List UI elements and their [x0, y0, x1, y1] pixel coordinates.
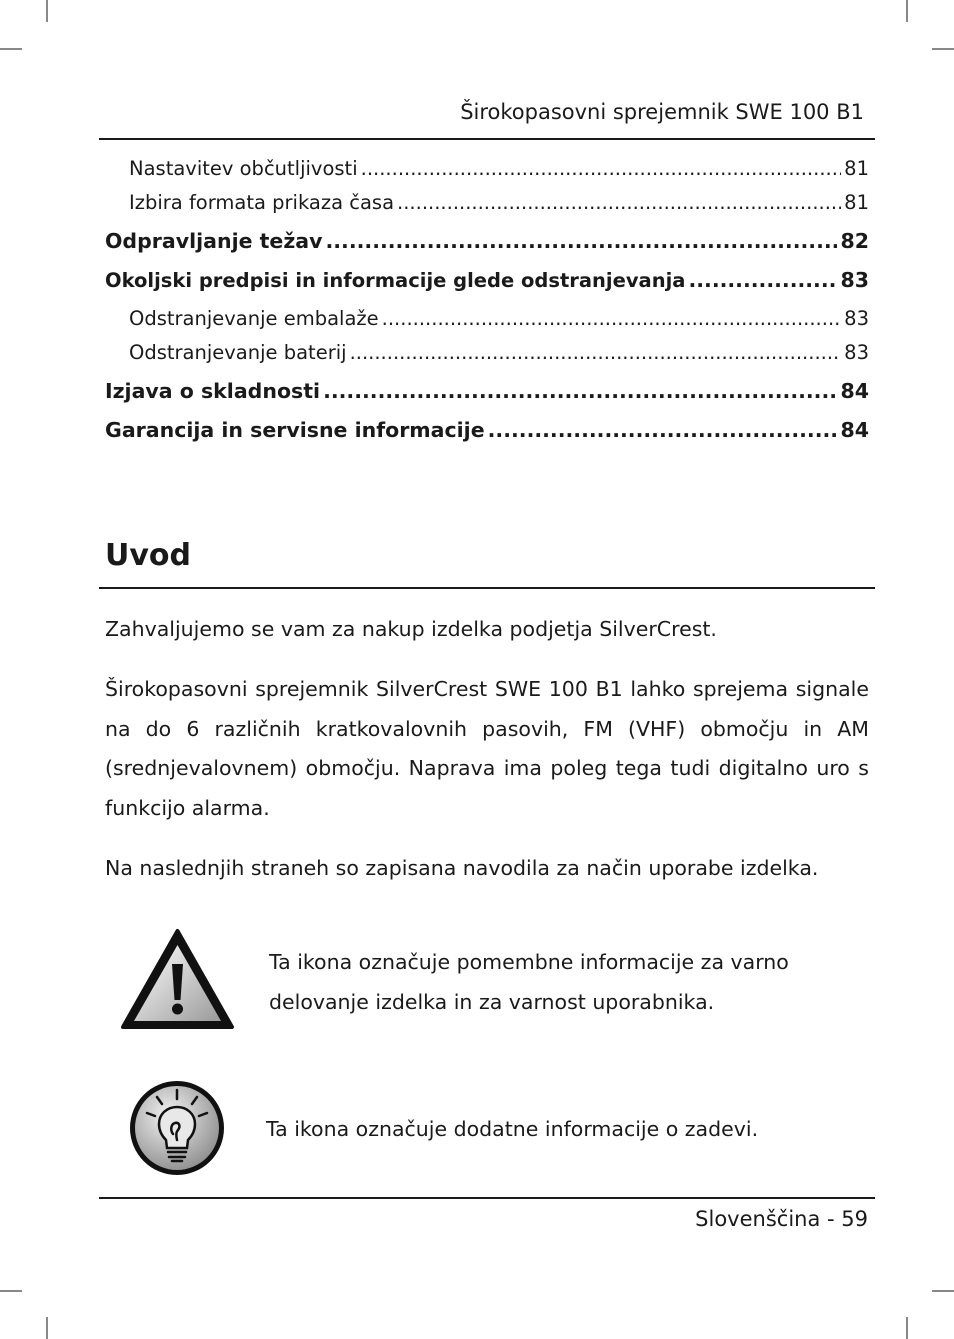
warning-notice-text: Ta ikona označuje pomembne informacije za varno delovanje izdelka in za varnost uporabnika. — [269, 950, 789, 1014]
toc-entry-title: Okoljski predpisi in informacije glede odstranjevanja — [105, 269, 686, 292]
toc-entry[interactable] — [105, 229, 869, 253]
toc-entry-page: 84 — [840, 418, 869, 442]
warning-triangle-icon — [120, 928, 235, 1030]
running-header-title: Širokopasovni sprejemnik SWE 100 B1 — [460, 100, 864, 124]
lightbulb-icon — [126, 1078, 228, 1178]
toc-entry[interactable] — [105, 268, 869, 292]
toc-entry-title: Odstranjevanje baterij — [129, 341, 347, 364]
toc-entry-title: Odpravljanje težav — [105, 229, 323, 253]
toc-leader-dots — [688, 268, 837, 292]
toc-entry[interactable] — [105, 341, 869, 364]
page-footer: Slovenščina - 59 — [695, 1207, 868, 1231]
toc-entry-title: Izbira formata prikaza časa — [129, 191, 395, 214]
toc-leader-dots — [350, 341, 842, 364]
toc-leader-dots — [488, 418, 838, 442]
toc-entry[interactable] — [105, 191, 869, 214]
crop-mark — [46, 0, 48, 22]
toc-leader-dots — [382, 307, 842, 330]
instructions-paragraph: Na naslednjih straneh so zapisana navodila za način uporabe izdelka. — [105, 856, 819, 880]
info-notice-text: Ta ikona označuje dodatne informacije o zadevi. — [266, 1117, 759, 1141]
crop-mark — [906, 0, 908, 22]
toc-entry-title: Garancija in servisne informacije — [105, 418, 485, 442]
toc-entry-title: Odstranjevanje embalaže — [129, 307, 379, 330]
description-paragraph: Širokopasovni sprejemnik SilverCrest SWE 100 B1 lahko sprejema signale na do 6 različnih kratkovalovnih pasovih, FM (VHF) območju in AM (srednjevalovnem) območju. Naprava ima poleg tega tudi digitalno uro s funkcijo alarma. — [105, 677, 869, 820]
footer-rule — [99, 1197, 875, 1199]
toc-entry-page: 83 — [844, 341, 869, 364]
crop-mark — [0, 1290, 22, 1292]
toc-entry-page: 81 — [844, 157, 869, 180]
toc-entry[interactable] — [105, 307, 869, 330]
crop-mark — [932, 1290, 954, 1292]
header-rule — [99, 138, 875, 140]
toc-entry-title: Nastavitev občutljivosti — [129, 157, 358, 180]
toc-entry[interactable] — [105, 157, 869, 180]
toc-entry-page: 83 — [840, 268, 869, 292]
toc-entry[interactable] — [105, 379, 869, 403]
toc-entry-page: 82 — [840, 229, 869, 253]
toc-entry[interactable] — [105, 418, 869, 442]
toc-leader-dots — [397, 191, 841, 214]
section-heading-rule — [99, 587, 875, 589]
crop-mark — [906, 1317, 908, 1339]
toc-entry-page: 84 — [840, 379, 869, 403]
section-heading: Uvod — [105, 538, 192, 573]
toc-leader-dots — [361, 157, 842, 180]
toc-entry-title: Izjava o skladnosti — [105, 379, 321, 403]
toc-leader-dots — [323, 379, 837, 403]
intro-paragraph: Zahvaljujemo se vam za nakup izdelka podjetja SilverCrest. — [105, 617, 717, 641]
toc-entry-page: 83 — [844, 307, 869, 330]
toc-leader-dots — [325, 229, 837, 253]
toc-entry-page: 81 — [844, 191, 869, 214]
crop-mark — [46, 1317, 48, 1339]
crop-mark — [0, 48, 22, 50]
crop-mark — [932, 48, 954, 50]
